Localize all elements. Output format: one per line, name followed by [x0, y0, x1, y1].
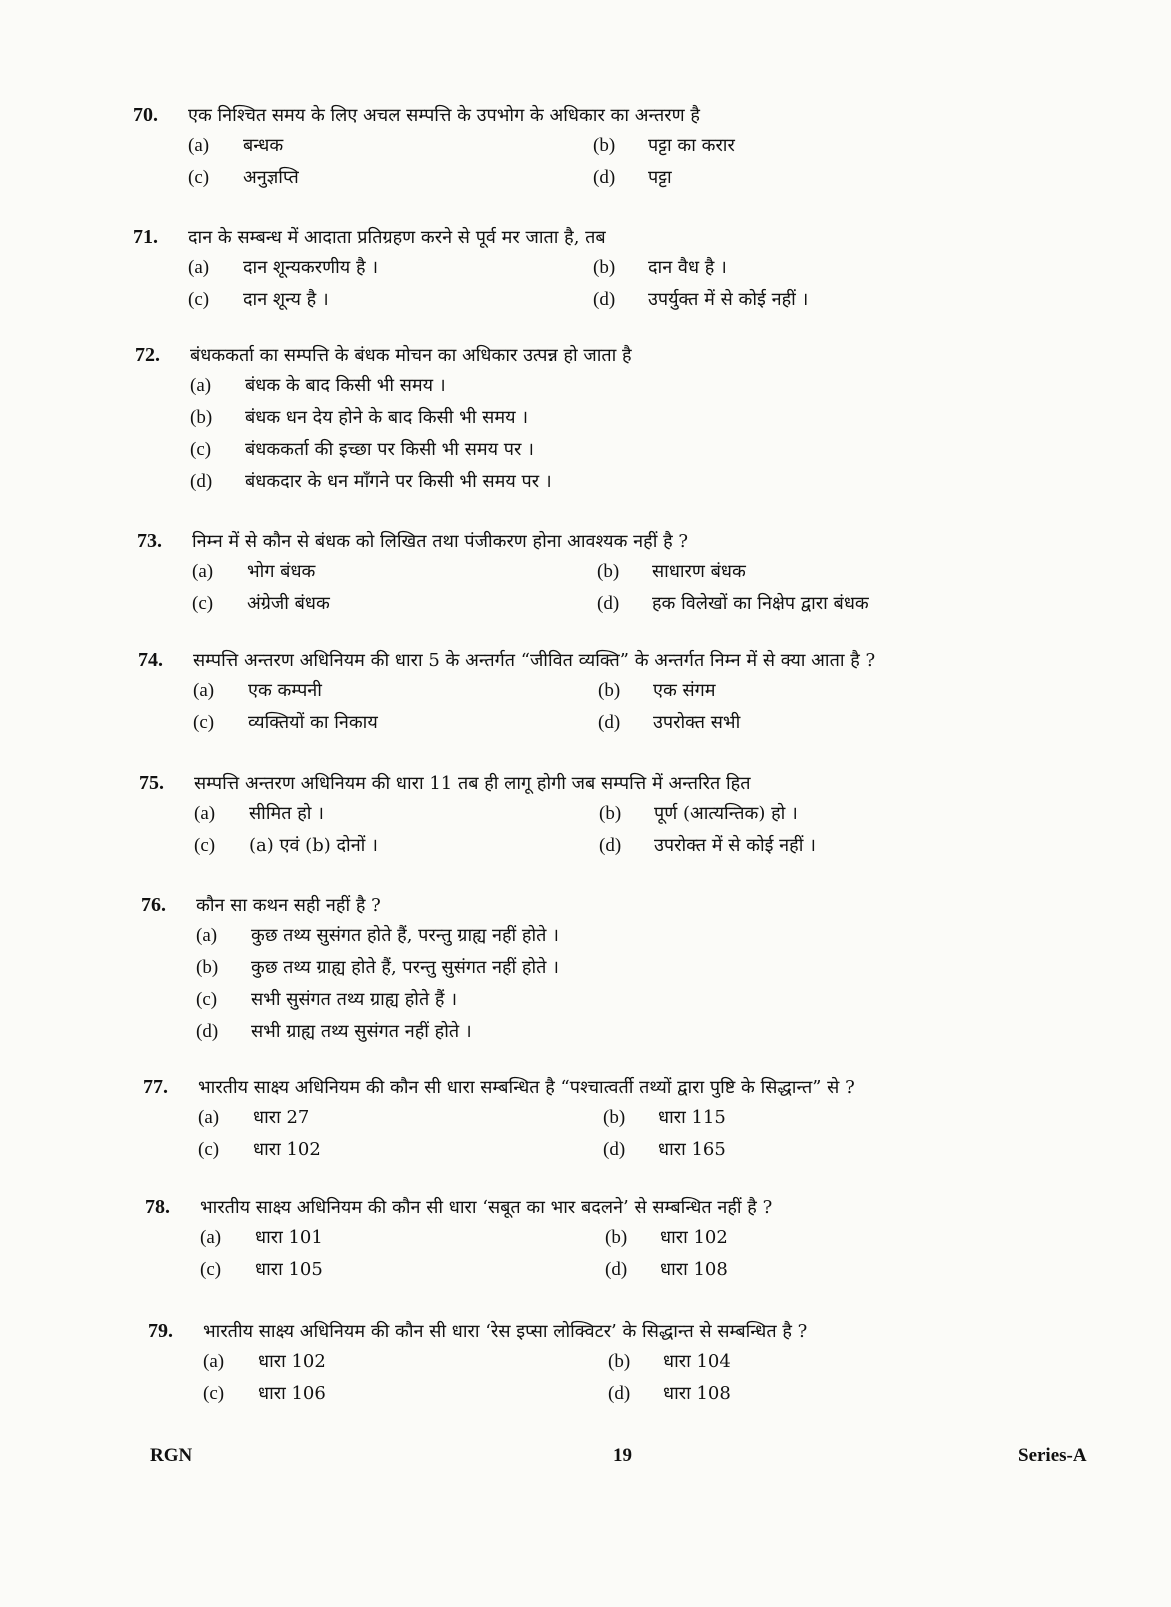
question-number: 73. — [137, 530, 162, 552]
option-text: धारा 108 — [663, 1383, 731, 1404]
option-2 — [203, 1382, 608, 1406]
option-1 — [190, 406, 1035, 430]
options — [192, 560, 1037, 616]
option-text: पट्टा का करार — [648, 135, 735, 156]
option-text: उपरोक्त सभी — [653, 712, 741, 733]
option-text: धारा 27 — [253, 1107, 310, 1128]
option-label: (b) — [603, 1107, 626, 1128]
option-label: (c) — [196, 989, 218, 1010]
option-text: बंधककर्ता की इच्छा पर किसी भी समय पर । — [245, 439, 534, 460]
option-text: उपरोक्त में से कोई नहीं । — [654, 835, 816, 856]
option-0 — [192, 560, 597, 584]
option-text: एक संगम — [653, 680, 716, 701]
option-0 — [188, 256, 593, 280]
option-0 — [194, 802, 599, 826]
option-3 — [598, 711, 998, 735]
option-3 — [608, 1382, 1008, 1406]
option-3 — [593, 288, 993, 312]
option-label: (d) — [603, 1139, 626, 1160]
question-77 — [143, 1075, 1043, 1162]
question-number: 79. — [148, 1320, 173, 1342]
option-2 — [188, 166, 593, 190]
option-label: (c) — [194, 835, 216, 856]
option-0 — [198, 1106, 603, 1130]
option-2 — [192, 592, 597, 616]
option-label: (d) — [608, 1383, 631, 1404]
option-text: दान वैध है । — [648, 257, 727, 278]
option-label: (a) — [188, 135, 210, 156]
options — [188, 256, 1033, 312]
option-3 — [190, 470, 1035, 494]
options — [196, 924, 1041, 1044]
option-label: (c) — [188, 167, 210, 188]
question-72 — [135, 343, 1035, 494]
option-2 — [200, 1258, 605, 1282]
option-label: (a) — [193, 680, 215, 701]
option-0 — [190, 374, 1035, 398]
option-label: (c) — [200, 1259, 222, 1280]
option-label: (a) — [200, 1227, 222, 1248]
question-73 — [137, 529, 1037, 616]
question-text: सम्पत्ति अन्तरण अधिनियम की धारा 11 तब ही लागू होगी जब सम्पत्ति में अन्तरित हित — [194, 773, 751, 794]
question-number: 77. — [143, 1076, 168, 1098]
options — [188, 134, 1033, 190]
option-2 — [194, 834, 599, 858]
option-text: (a) एवं (b) दोनों । — [249, 835, 378, 856]
options — [194, 802, 1039, 858]
option-text: धारा 102 — [258, 1351, 326, 1372]
option-text: धारा 102 — [253, 1139, 321, 1160]
option-label: (c) — [192, 593, 214, 614]
option-text: कुछ तथ्य ग्राह्य होते हैं, परन्तु सुसंगत नहीं होते । — [251, 957, 559, 978]
option-text: धारा 105 — [255, 1259, 323, 1280]
option-label: (b) — [608, 1351, 631, 1372]
question-number: 70. — [133, 104, 158, 126]
options — [190, 374, 1035, 494]
option-text: धारा 165 — [658, 1139, 726, 1160]
option-label: (d) — [190, 471, 213, 492]
option-label: (d) — [599, 835, 622, 856]
options — [203, 1350, 1048, 1406]
option-text: पट्टा — [648, 167, 672, 188]
option-label: (a) — [203, 1351, 225, 1372]
question-70 — [133, 103, 1033, 190]
option-text: दान शून्यकरणीय है । — [243, 257, 379, 278]
question-text: निम्न में से कौन से बंधक को लिखित तथा पंजीकरण होना आवश्यक नहीं है ? — [192, 531, 689, 552]
question-text: भारतीय साक्ष्य अधिनियम की कौन सी धारा सम्बन्धित है “पश्चात्वर्ती तथ्यों द्वारा पुष्टि के सिद्धान्त” से ? — [198, 1077, 855, 1098]
option-text: भोग बंधक — [247, 561, 316, 582]
question-74 — [138, 648, 1038, 735]
option-label: (b) — [196, 957, 219, 978]
option-label: (b) — [190, 407, 213, 428]
option-3 — [605, 1258, 1005, 1282]
option-0 — [203, 1350, 608, 1374]
option-1 — [593, 134, 993, 158]
question-text: सम्पत्ति अन्तरण अधिनियम की धारा 5 के अन्तर्गत “जीवित व्यक्ति” के अन्तर्गत निम्न में से क्या आता है ? — [193, 650, 876, 671]
option-1 — [593, 256, 993, 280]
option-text: सीमित हो । — [249, 803, 325, 824]
option-label: (a) — [198, 1107, 220, 1128]
page-number: 19 — [613, 1445, 632, 1466]
option-1 — [196, 956, 1041, 980]
option-1 — [597, 560, 997, 584]
option-text: सभी ग्राह्य तथ्य सुसंगत नहीं होते । — [251, 1021, 472, 1042]
option-label: (b) — [597, 561, 620, 582]
question-text: भारतीय साक्ष्य अधिनियम की कौन सी धारा ‘रेस इप्सा लोक्विटर’ के सिद्धान्त से सम्बन्धित है ? — [203, 1321, 808, 1342]
question-number: 71. — [133, 226, 158, 248]
option-1 — [598, 679, 998, 703]
option-3 — [597, 592, 997, 616]
option-text: बंधक के बाद किसी भी समय । — [245, 375, 446, 396]
option-text: सभी सुसंगत तथ्य ग्राह्य होते हैं । — [251, 989, 458, 1010]
option-label: (c) — [193, 712, 215, 733]
option-0 — [193, 679, 598, 703]
option-text: धारा 115 — [658, 1107, 726, 1128]
option-label: (b) — [599, 803, 622, 824]
option-text: साधारण बंधक — [652, 561, 746, 582]
option-2 — [193, 711, 598, 735]
option-3 — [196, 1020, 1041, 1044]
option-2 — [196, 988, 1041, 1012]
option-text: धारा 106 — [258, 1383, 326, 1404]
paper-code: RGN — [150, 1445, 193, 1466]
option-label: (d) — [593, 289, 616, 310]
option-label: (a) — [188, 257, 210, 278]
option-label: (c) — [203, 1383, 225, 1404]
option-label: (d) — [605, 1259, 628, 1280]
option-text: धारा 104 — [663, 1351, 731, 1372]
option-text: अनुज्ञप्ति — [243, 167, 299, 188]
option-0 — [188, 134, 593, 158]
option-3 — [593, 166, 993, 190]
option-label: (d) — [598, 712, 621, 733]
option-0 — [200, 1226, 605, 1250]
question-76 — [141, 893, 1041, 1044]
option-text: धारा 101 — [255, 1227, 323, 1248]
series-label: Series-A — [1018, 1445, 1087, 1466]
option-text: उपर्युक्त में से कोई नहीं । — [648, 289, 809, 310]
option-3 — [603, 1138, 1003, 1162]
options — [193, 679, 1038, 735]
option-text: व्यक्तियों का निकाय — [248, 712, 378, 733]
option-2 — [198, 1138, 603, 1162]
question-text: भारतीय साक्ष्य अधिनियम की कौन सी धारा ‘सबूत का भार बदलने’ से सम्बन्धित नहीं है ? — [200, 1197, 773, 1218]
option-1 — [603, 1106, 1003, 1130]
option-label: (c) — [188, 289, 210, 310]
option-label: (b) — [593, 135, 616, 156]
option-0 — [196, 924, 1041, 948]
option-label: (d) — [196, 1021, 219, 1042]
question-number: 76. — [141, 894, 166, 916]
option-label: (d) — [597, 593, 620, 614]
question-number: 74. — [138, 649, 163, 671]
question-71 — [133, 225, 1033, 312]
option-text: हक विलेखों का निक्षेप द्वारा बंधक — [652, 593, 869, 614]
question-text: कौन सा कथन सही नहीं है ? — [196, 895, 381, 916]
question-number: 72. — [135, 344, 160, 366]
option-label: (a) — [196, 925, 218, 946]
question-text: बंधककर्ता का सम्पत्ति के बंधक मोचन का अधिकार उत्पन्न हो जाता है — [190, 345, 632, 366]
option-label: (a) — [192, 561, 214, 582]
option-label: (a) — [194, 803, 216, 824]
option-label: (c) — [198, 1139, 220, 1160]
option-text: बंधक धन देय होने के बाद किसी भी समय । — [245, 407, 529, 428]
option-text: अंग्रेजी बंधक — [247, 593, 330, 614]
option-text: बन्धक — [243, 135, 284, 156]
options — [200, 1226, 1045, 1282]
option-2 — [190, 438, 1035, 462]
question-text: एक निश्चित समय के लिए अचल सम्पत्ति के उपभोग के अधिकार का अन्तरण है — [188, 105, 700, 126]
option-label: (d) — [593, 167, 616, 188]
option-text: एक कम्पनी — [248, 680, 322, 701]
question-number: 75. — [139, 772, 164, 794]
option-1 — [599, 802, 999, 826]
option-label: (b) — [605, 1227, 628, 1248]
question-79 — [148, 1319, 1048, 1406]
option-text: दान शून्य है । — [243, 289, 329, 310]
option-1 — [605, 1226, 1005, 1250]
option-text: धारा 108 — [660, 1259, 728, 1280]
option-label: (c) — [190, 439, 212, 460]
option-text: कुछ तथ्य सुसंगत होते हैं, परन्तु ग्राह्य नहीं होते । — [251, 925, 559, 946]
options — [198, 1106, 1043, 1162]
option-1 — [608, 1350, 1008, 1374]
option-text: पूर्ण (आत्यन्तिक) हो । — [654, 803, 798, 824]
option-label: (a) — [190, 375, 212, 396]
option-label: (b) — [598, 680, 621, 701]
question-number: 78. — [145, 1196, 170, 1218]
option-2 — [188, 288, 593, 312]
option-text: धारा 102 — [660, 1227, 728, 1248]
option-text: बंधकदार के धन माँगने पर किसी भी समय पर । — [245, 471, 552, 492]
option-label: (b) — [593, 257, 616, 278]
option-3 — [599, 834, 999, 858]
question-75 — [139, 771, 1039, 858]
question-text: दान के सम्बन्ध में आदाता प्रतिग्रहण करने से पूर्व मर जाता है, तब — [188, 227, 606, 248]
question-78 — [145, 1195, 1045, 1282]
